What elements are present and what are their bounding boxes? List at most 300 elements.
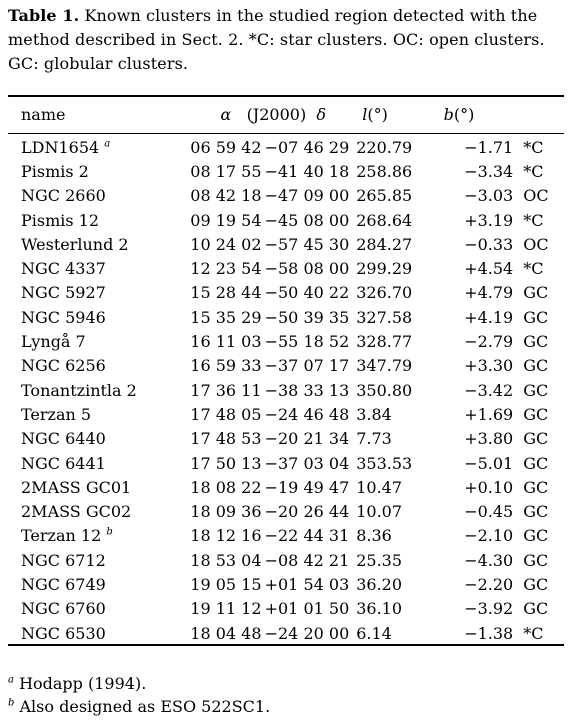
cell-type [523,184,564,208]
cell-dec-text: −58 08 00 [264,259,350,279]
cell-l-text: 10.47 [356,477,403,497]
cell-type-text: GC [523,307,549,327]
cell-b-text: −3.92 [464,599,514,619]
cell-ra-text: 12 23 54 [190,259,262,279]
cell-l [356,524,435,548]
cell-l [356,548,435,572]
table-row [8,354,564,378]
cell-dec-text: −41 40 18 [264,161,350,181]
cell-dec [265,232,357,256]
cell-ra-text: 15 28 44 [190,283,262,303]
cell-type-text: *C [523,137,544,157]
cell-type-text: GC [523,429,549,449]
cell-ra [190,572,264,596]
cell-type-text: *C [523,210,544,230]
cell-dec-text: −20 21 34 [264,429,350,449]
cell-l [356,427,435,451]
cell-dec [265,427,357,451]
cell-b-text: +0.10 [464,477,514,497]
cell-b [436,427,524,451]
header-alpha: α [220,105,232,124]
cell-l-text: 326.70 [356,283,413,303]
cell-type [523,208,564,232]
cell-l [356,208,435,232]
cell-type [523,597,564,621]
cell-name-text: LDN1654 [21,137,100,157]
table-row [8,329,564,353]
cell-b-text: +3.30 [464,356,514,376]
cell-l-text: 10.07 [356,502,403,522]
table-row [8,159,564,183]
cell-name [8,378,190,402]
cell-type-text: GC [523,526,549,546]
cell-dec [265,621,357,645]
cell-type-text: GC [523,477,549,497]
cell-type [523,159,564,183]
cell-dec-text: −19 49 47 [264,477,350,497]
cell-dec-text: −50 40 22 [264,283,350,303]
cell-dec-text: −55 18 52 [264,332,350,352]
cell-dec [265,184,357,208]
cell-dec [265,524,357,548]
cell-l [356,184,435,208]
cell-b-text: +4.79 [464,283,514,303]
cell-dec [265,159,357,183]
cell-dec-text: −22 44 31 [264,526,350,546]
cell-ra [190,133,264,159]
cell-dec [265,133,357,159]
header-l-unit: (°) [367,105,388,124]
cell-ra [190,281,264,305]
cell-ra [190,499,264,523]
cell-l-text: 353.53 [356,453,413,473]
cell-type-text: GC [523,283,549,303]
footnote-a-mark: a [8,674,14,686]
cell-b-text: −3.34 [464,161,514,181]
cell-type [523,232,564,256]
footnote-a [8,674,146,694]
cell-l-text: 284.27 [356,234,413,254]
cell-name-text: Pismis 12 [21,210,100,230]
cell-b [436,184,524,208]
table-header-row [8,96,564,133]
cell-l-text: 347.79 [356,356,413,376]
cell-l-text: 25.35 [356,550,403,570]
table-row [8,208,564,232]
cell-dec [265,305,357,329]
cell-ra [190,256,264,280]
cell-name-text: NGC 5946 [21,307,106,327]
cell-name-text: Pismis 2 [21,161,89,181]
cell-ra-text: 16 59 33 [190,356,262,376]
cell-ra-text: 08 42 18 [190,186,262,206]
cell-b [436,451,524,475]
cell-l-text: 258.86 [356,161,413,181]
cell-name-text: NGC 2660 [21,186,106,206]
cell-name [8,451,190,475]
cell-name-text: NGC 6530 [21,623,106,643]
cell-type [523,378,564,402]
table-row [8,572,564,596]
cell-name-text: Tonantzintla 2 [21,380,137,400]
table-row [8,133,564,159]
cell-l [356,256,435,280]
cell-l [356,378,435,402]
cell-l [356,329,435,353]
cell-b-text: −2.10 [464,526,514,546]
cell-type-text: GC [523,404,549,424]
cell-dec [265,548,357,572]
cell-type [523,402,564,426]
cell-type [523,572,564,596]
cell-dec-text: −38 33 13 [264,380,350,400]
cell-dec [265,329,357,353]
table-row [8,232,564,256]
cell-b [436,354,524,378]
cell-name [8,402,190,426]
cell-ra-text: 18 09 36 [190,502,262,522]
cell-l-text: 7.73 [356,429,392,449]
cell-name-text: Lyngå 7 [21,332,86,352]
cell-b-text: +3.19 [464,210,514,230]
cell-l [356,597,435,621]
table-row [8,524,564,548]
cell-name-text: Westerlund 2 [21,234,129,254]
cell-l [356,354,435,378]
table-header [8,96,564,133]
table-row [8,427,564,451]
cell-ra-text: 19 11 12 [190,599,262,619]
cell-ra-text: 19 05 15 [190,574,262,594]
cell-b [436,281,524,305]
cell-type-text: OC [523,186,549,206]
cell-b-text: +4.54 [464,259,514,279]
cell-ra-text: 18 53 04 [190,550,262,570]
cell-dec-text: −20 26 44 [264,502,350,522]
cell-name-text: NGC 6441 [21,453,106,473]
cell-l [356,621,435,645]
cell-type-text: GC [523,380,549,400]
header-b [436,96,524,133]
cell-type [523,305,564,329]
table-row [8,597,564,621]
cell-dec-text: −50 39 35 [264,307,350,327]
cell-type [523,621,564,645]
cell-b-text: −1.38 [464,623,514,643]
cell-type-text: GC [523,574,549,594]
cell-dec [265,354,357,378]
cell-type [523,133,564,159]
cell-ra [190,597,264,621]
cell-ra-text: 18 08 22 [190,477,262,497]
cell-b [436,378,524,402]
cell-dec-text: −07 46 29 [264,137,350,157]
cell-type [523,451,564,475]
cell-dec-text: −47 09 00 [264,186,350,206]
cell-dec-text: −24 46 48 [264,404,350,424]
cell-ra-text: 10 24 02 [190,234,262,254]
footnote-b-text: Also designed as ESO 522SC1. [19,697,271,716]
cell-l [356,451,435,475]
header-epoch: (J2000) [246,105,307,124]
cell-type-text: *C [523,623,544,643]
cell-ra [190,208,264,232]
table-row [8,402,564,426]
cell-type-text: *C [523,259,544,279]
cell-name [8,305,190,329]
cell-b [436,402,524,426]
cell-ra [190,329,264,353]
cell-ra-text: 17 36 11 [190,380,262,400]
cell-type-text: GC [523,599,549,619]
header-b-unit: (°) [453,105,475,124]
cell-ra-text: 15 35 29 [190,307,262,327]
cell-dec [265,499,357,523]
cell-b-text: +1.69 [464,404,514,424]
cell-name [8,281,190,305]
cell-name-text: NGC 4337 [21,259,106,279]
table-row [8,256,564,280]
cell-dec [265,451,357,475]
cell-name [8,621,190,645]
cell-b-text: −3.42 [464,380,514,400]
cell-b-text: −0.45 [464,502,514,522]
header-type [523,96,564,133]
cell-ra-text: 08 17 55 [190,161,262,181]
cell-name [8,475,190,499]
cell-type-text: GC [523,502,549,522]
table-body [8,133,564,645]
cell-name-note: b [106,527,113,539]
cell-b [436,208,524,232]
cell-l [356,159,435,183]
cell-l-text: 327.58 [356,307,413,327]
cell-b-text: −2.20 [464,574,514,594]
cell-name [8,597,190,621]
cell-dec [265,281,357,305]
cell-b [436,329,524,353]
cell-l-text: 268.64 [356,210,413,230]
footnote-b [8,697,270,717]
header-l [356,96,435,133]
cell-ra [190,402,264,426]
cell-dec-text: −45 08 00 [264,210,350,230]
cell-l-text: 328.77 [356,332,413,352]
cell-name-text: NGC 6712 [21,550,106,570]
cell-b [436,159,524,183]
cell-type [523,499,564,523]
cell-type [523,548,564,572]
cell-dec-text: −57 45 30 [264,234,350,254]
cell-name [8,329,190,353]
cell-ra-text: 17 48 05 [190,404,262,424]
cell-dec [265,378,357,402]
table-caption-label: Table 1. [8,6,80,25]
table-row [8,499,564,523]
cell-l [356,305,435,329]
header-delta: δ [316,105,326,124]
cell-type-text: GC [523,332,549,352]
cell-name [8,208,190,232]
cell-dec [265,597,357,621]
header-b-letter: b [443,105,454,124]
cell-name [8,427,190,451]
cell-type [523,354,564,378]
cell-dec [265,208,357,232]
cell-name-note: a [104,138,111,150]
table-caption-text: Known clusters in the studied region detected with the method described in Sect. 2. *C: star clusters. OC: open clusters. GC: globular clusters. [8,6,545,73]
cell-type-text: *C [523,161,544,181]
cell-type [523,256,564,280]
cell-l-text: 8.36 [356,526,392,546]
cell-b-text: −5.01 [464,453,514,473]
footnote-b-mark: b [8,697,15,709]
cell-ra-text: 17 50 13 [190,453,262,473]
cell-ra [190,184,264,208]
header-coordinates [190,96,356,133]
cell-name [8,184,190,208]
cell-type-text: GC [523,550,549,570]
table-row [8,184,564,208]
table-row [8,475,564,499]
cell-name [8,133,190,159]
cell-name [8,572,190,596]
cell-b [436,475,524,499]
cell-type [523,329,564,353]
cell-ra [190,354,264,378]
cell-name-text: NGC 5927 [21,283,106,303]
cell-name-text: NGC 6440 [21,429,106,449]
cell-l [356,475,435,499]
cell-ra-text: 17 48 53 [190,429,262,449]
cell-name-text: NGC 6256 [21,356,106,376]
cell-l [356,402,435,426]
header-name: name [21,105,66,124]
cell-b [436,256,524,280]
cell-name [8,524,190,548]
cell-l [356,499,435,523]
cell-b [436,232,524,256]
cell-ra [190,378,264,402]
cell-name [8,256,190,280]
footnote-a-text: Hodapp (1994). [19,674,147,693]
table-row [8,305,564,329]
cell-b [436,499,524,523]
cell-ra-text: 06 59 42 [190,137,262,157]
table-row [8,548,564,572]
cell-dec-text: −37 03 04 [264,453,350,473]
cell-dec-text: −37 07 17 [264,356,350,376]
cell-b-text: −2.79 [464,332,514,352]
cell-b [436,548,524,572]
cell-name-text: 2MASS GC01 [21,477,132,497]
cell-ra [190,427,264,451]
cell-type [523,475,564,499]
cell-name-text: NGC 6749 [21,574,106,594]
cell-type-text: GC [523,453,549,473]
cell-name-text: Terzan 12 [21,526,102,546]
cell-dec [265,402,357,426]
cell-b [436,524,524,548]
cell-ra [190,159,264,183]
cell-dec [265,475,357,499]
cell-name [8,499,190,523]
cell-l-text: 36.10 [356,599,403,619]
cell-l-text: 6.14 [356,623,392,643]
cell-ra [190,548,264,572]
cell-b [436,305,524,329]
table-row [8,281,564,305]
cell-b-text: −0.33 [464,234,514,254]
cell-l-text: 350.80 [356,380,413,400]
cell-type-text: OC [523,234,549,254]
cell-l-text: 220.79 [356,137,413,157]
cell-name [8,354,190,378]
cell-dec [265,256,357,280]
cell-name [8,159,190,183]
cell-dec [265,572,357,596]
cell-ra-text: 09 19 54 [190,210,262,230]
cell-ra-text: 16 11 03 [190,332,262,352]
cell-l [356,572,435,596]
cell-ra [190,232,264,256]
cell-dec-text: −24 20 00 [264,623,350,643]
cell-dec-text: +01 54 03 [264,574,350,594]
cell-name [8,548,190,572]
cell-name [8,232,190,256]
cell-l-text: 265.85 [356,186,413,206]
cell-ra [190,305,264,329]
clusters-table [8,96,564,645]
cell-b [436,621,524,645]
cell-name-text: Terzan 5 [21,404,92,424]
table-row [8,378,564,402]
table-row [8,451,564,475]
cell-b-text: −4.30 [464,550,514,570]
cell-b-text: −3.03 [464,186,514,206]
cell-name-text: NGC 6760 [21,599,106,619]
cell-ra [190,621,264,645]
header-l-letter: l [362,105,368,124]
cell-l-text: 36.20 [356,574,403,594]
cell-ra [190,475,264,499]
cell-ra [190,451,264,475]
cell-l [356,281,435,305]
cell-b [436,597,524,621]
cell-ra-text: 18 04 48 [190,623,262,643]
cell-b [436,133,524,159]
cell-b-text: −1.71 [464,137,514,157]
table-caption [8,4,564,76]
cell-l [356,133,435,159]
cell-ra [190,524,264,548]
cell-type [523,427,564,451]
cell-b-text: +4.19 [464,307,514,327]
cell-b [436,572,524,596]
cell-l [356,232,435,256]
cell-type [523,281,564,305]
cell-ra-text: 18 12 16 [190,526,262,546]
cell-b-text: +3.80 [464,429,514,449]
cell-dec-text: +01 01 50 [264,599,350,619]
table-row [8,621,564,645]
cell-l-text: 299.29 [356,259,413,279]
cell-type-text: GC [523,356,549,376]
cell-dec-text: −08 42 21 [264,550,350,570]
cell-name-text: 2MASS GC02 [21,502,132,522]
cell-type [523,524,564,548]
cell-l-text: 3.84 [356,404,392,424]
